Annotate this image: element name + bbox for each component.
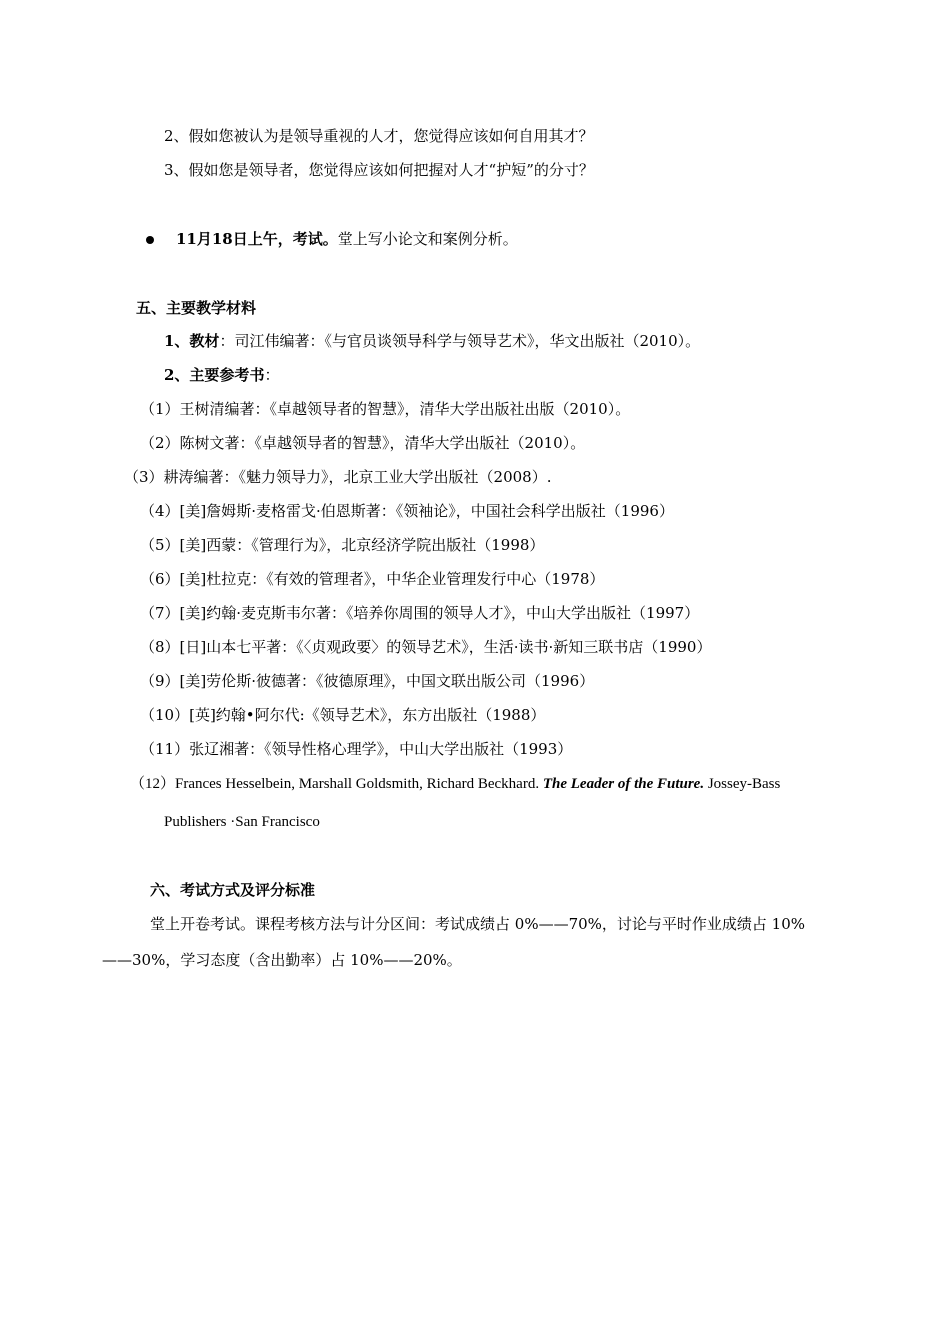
section6-heading: 六、考试方式及评分标准 (150, 881, 316, 899)
ref12-title: The Leader of the Future. (542, 776, 705, 792)
exam-note (176, 229, 518, 249)
refs-label-line (164, 365, 279, 385)
reference-item: （11）张辽湘著：《领导性格心理学》，中山大学出版社（1993） (140, 740, 573, 758)
textbook-text: ：司江伟编著：《与官员谈领导科学与领导艺术》，华文出版社（2010）。 (219, 332, 701, 350)
refs-label: 2、主要参考书 (164, 366, 265, 384)
ref12-publisher: Jossey-Bass (704, 776, 781, 792)
reference-item: （6）[美]杜拉克：《有效的管理者》，中华企业管理发行中心（1978） (140, 570, 605, 588)
textbook-line (164, 331, 700, 351)
reference-item: （4）[美]詹姆斯·麦格雷戈·伯恩斯著：《领袖论》，中国社会科学出版社（1996） (140, 502, 674, 520)
bullet-icon (146, 236, 154, 244)
reference-item: （3）耕涛编著：《魅力领导力》，北京工业大学出版社（2008）. (124, 468, 552, 486)
section6-line1: 堂上开卷考试。课程考核方法与计分区间：考试成绩占 0%——70%，讨论与平时作业成绩占 10% (150, 915, 806, 933)
question-2: 2、假如您被认为是领导重视的人才，您觉得应该如何自用其才？ (164, 127, 594, 145)
reference-item: （8）[日]山本七平著：《〈贞观政要〉的领导艺术》，生活·读书·新知三联书店（1990） (140, 638, 712, 656)
section6-line2: ——30%，学习态度（含出勤率）占 10%——20%。 (102, 951, 462, 969)
ref12-line2: Publishers ·San Francisco (164, 814, 320, 830)
reference-item: （2）陈树文著：《卓越领导者的智慧》，清华大学出版社（2010）。 (140, 434, 586, 452)
reference-item-12 (130, 774, 780, 794)
reference-item: （5）[美]西蒙：《管理行为》，北京经济学院出版社（1998） (140, 536, 545, 554)
textbook-label: 1、教材 (164, 332, 220, 350)
reference-item: （10）[英]约翰•阿尔代:《领导艺术》，东方出版社（1988） (140, 706, 546, 724)
refs-colon: ： (264, 366, 280, 384)
reference-item: （7）[美]约翰·麦克斯韦尔著：《培养你周围的领导人才》，中山大学出版社（1997） (140, 604, 700, 622)
reference-item: （1）王树清编著：《卓越领导者的智慧》，清华大学出版社出版（2010）。 (140, 400, 631, 418)
exam-note-date: 11月18日上午，考试。 (176, 230, 338, 248)
exam-note-text: 堂上写小论文和案例分析。 (337, 230, 518, 248)
question-3: 3、假如您是领导者，您觉得应该如何把握对人才“护短”的分寸？ (164, 161, 594, 179)
ref12-authors: （12）Frances Hesselbein, Marshall Goldsmith, Richard Beckhard. (130, 776, 543, 792)
section5-heading: 五、主要教学材料 (136, 299, 257, 317)
reference-item: （9）[美]劳伦斯·彼德著：《彼德原理》，中国文联出版公司（1996） (140, 672, 595, 690)
